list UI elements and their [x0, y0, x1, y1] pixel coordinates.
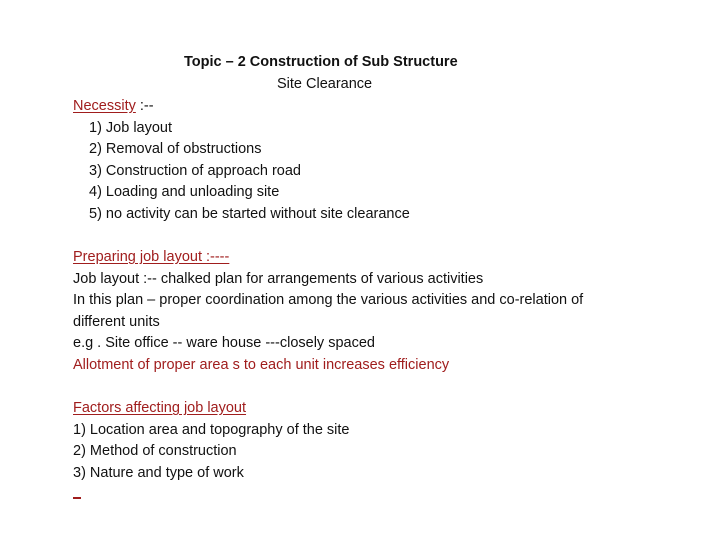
necessity-item: 1) Job layout: [89, 120, 173, 136]
necessity-label: Necessity: [73, 98, 136, 114]
preparing-heading: Preparing job layout :----: [73, 249, 230, 265]
necessity-item: 3) Construction of approach road: [89, 163, 301, 179]
factors-heading: Factors affecting job layout: [73, 400, 247, 416]
necessity-item: 2) Removal of obstructions: [89, 141, 262, 157]
preparing-highlight: Allotment of proper area s to each unit increases efficiency: [73, 357, 450, 373]
necessity-item: 5) no activity can be started without site clearance: [89, 206, 410, 222]
necessity-heading: [73, 97, 154, 115]
necessity-item: 4) Loading and unloading site: [89, 184, 280, 200]
underline-mark: [73, 497, 81, 499]
factors-item: 2) Method of construction: [73, 443, 237, 459]
preparing-line: In this plan – proper coordination among the various activities and co-relation of: [73, 292, 584, 308]
page-title: Topic – 2 Construction of Sub Structure: [184, 54, 458, 70]
preparing-line: e.g . Site office -- ware house ---closely spaced: [73, 335, 375, 351]
factors-item: 3) Nature and type of work: [73, 465, 244, 481]
necessity-suffix: :--: [135, 98, 154, 114]
page-subtitle: Site Clearance: [277, 76, 373, 92]
preparing-line: different units: [73, 314, 160, 330]
factors-item: 1) Location area and topography of the site: [73, 422, 350, 438]
preparing-line: Job layout :-- chalked plan for arrangements of various activities: [73, 271, 484, 287]
